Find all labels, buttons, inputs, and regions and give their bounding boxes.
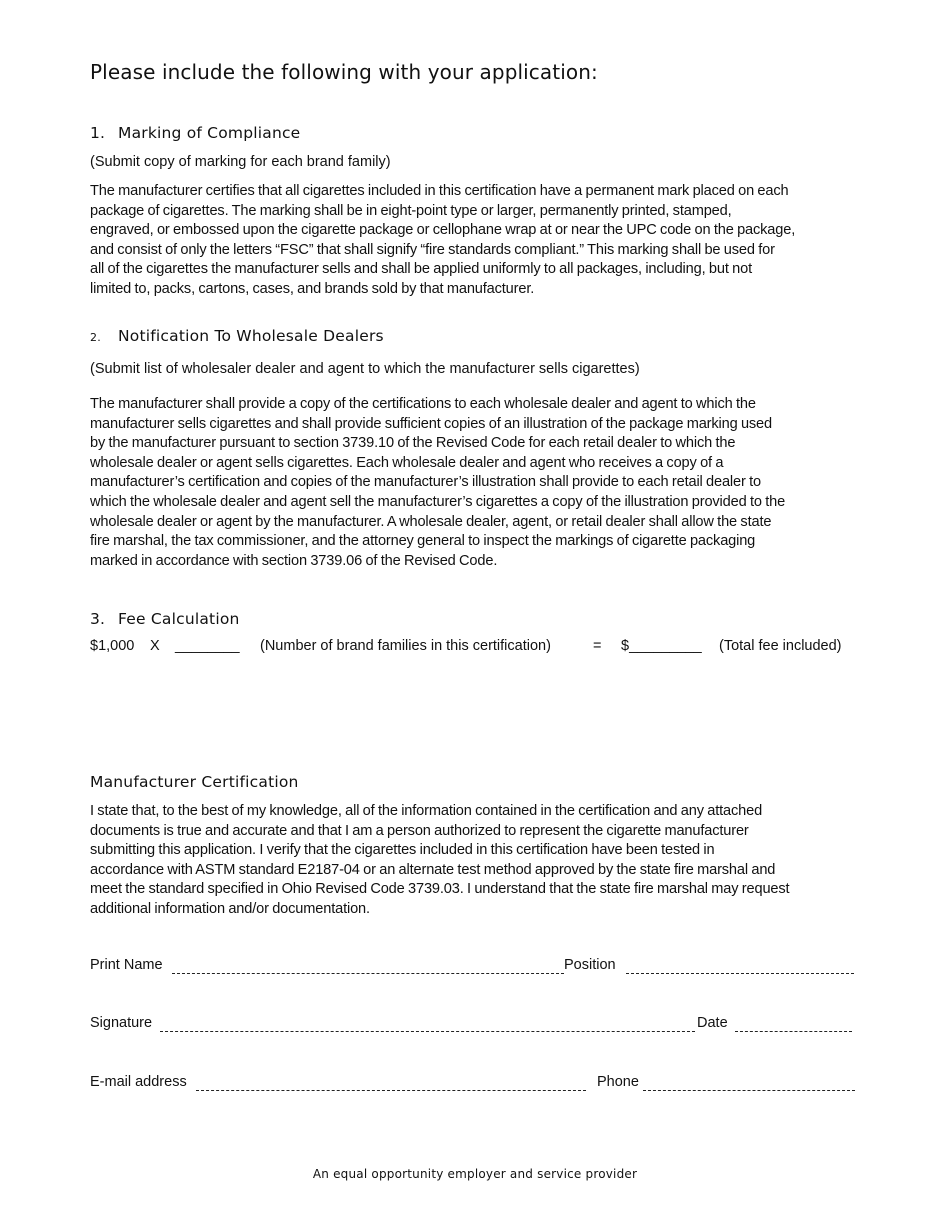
total-fee-blank[interactable]: $_________: [621, 638, 702, 654]
section-1-heading: [90, 124, 300, 142]
signature-field[interactable]: [160, 1031, 695, 1032]
paragraph-line: meet the standard specified in Ohio Revised Code 3739.03. I understand that the state fire marshal may request: [90, 881, 790, 898]
section-2-note: (Submit list of wholesaler dealer and agent to which the manufacturer sells cigarettes): [90, 361, 640, 377]
fee-amount: $1,000: [90, 638, 135, 654]
section-1-number: 1.: [90, 124, 106, 142]
phone-field[interactable]: [643, 1090, 855, 1091]
page-title: Please include the following with your application:: [90, 60, 598, 84]
paragraph-line: marked in accordance with section 3739.06 of the Revised Code.: [90, 552, 498, 569]
multiply-sign: X: [150, 638, 160, 654]
position-field[interactable]: [626, 973, 854, 974]
paragraph-line: additional information and/or documentation.: [90, 900, 370, 917]
section-2-title: Notification To Wholesale Dealers: [118, 327, 384, 345]
paragraph-line: by the manufacturer pursuant to section 3739.10 of the Revised Code for each retail dealer to which the: [90, 435, 736, 452]
paragraph-line: which the wholesale dealer and agent sell the manufacturer’s cigarettes a copy of the illustration provided to the: [90, 493, 786, 510]
email-phone-row: [90, 1074, 870, 1096]
brand-families-label: (Number of brand families in this certification): [260, 638, 551, 654]
email-field[interactable]: [196, 1090, 586, 1091]
paragraph-line: wholesale dealer or agent by the manufacturer. A wholesale dealer, agent, or retail dealer shall allow the state: [90, 513, 772, 530]
paragraph-line: and consist of only the letters “FSC” that shall signify “fire standards compliant.” This marking shall be used for: [90, 241, 775, 258]
paragraph-line: package of cigarettes. The marking shall be in eight-point type or larger, permanently printed, stamped,: [90, 202, 732, 219]
paragraph-line: I state that, to the best of my knowledge, all of the information contained in the certification and any attached: [90, 803, 763, 819]
signature-date-row: [90, 1015, 870, 1037]
date-field[interactable]: [735, 1031, 852, 1032]
section-3-number: 3.: [90, 610, 106, 628]
footer-text: An equal opportunity employer and service provider: [312, 1167, 638, 1181]
paragraph-line: fire marshal, the tax commissioner, and the attorney general to inspect the markings of cigarette packaging: [90, 533, 756, 550]
name-position-row: [90, 957, 870, 979]
print-name-field[interactable]: [172, 973, 564, 974]
brand-count-blank[interactable]: ________: [175, 638, 240, 654]
phone-label: Phone: [597, 1074, 639, 1090]
paragraph-line: submitting this application. I verify that the cigarettes included in this certification have been tested in: [90, 842, 715, 859]
paragraph-line: manufacturer’s certification and copies of the manufacturer’s illustration shall provide to each retail dealer to: [90, 474, 761, 491]
section-1-note: (Submit copy of marking for each brand family): [90, 154, 391, 170]
paragraph-line: documents is true and accurate and that I am a person authorized to represent the cigarette manufacturer: [90, 822, 749, 839]
date-label: Date: [697, 1015, 728, 1031]
email-label: E-mail address: [90, 1074, 187, 1090]
signature-label: Signature: [90, 1015, 153, 1031]
certification-heading: Manufacturer Certification: [90, 773, 299, 791]
equals-sign: =: [593, 638, 602, 654]
position-label: Position: [564, 957, 616, 973]
paragraph-line: all of the cigarettes the manufacturer sells and shall be applied uniformly to all packages, including, but not: [90, 261, 752, 278]
section-3-heading: [90, 610, 240, 628]
paragraph-line: accordance with ASTM standard E2187-04 or an alternate test method approved by the state fire marshal and: [90, 861, 776, 878]
paragraph-line: wholesale dealer or agent sells cigarettes. Each wholesale dealer and agent who receives a copy of a: [90, 454, 724, 471]
section-2-number: 2.: [90, 331, 101, 344]
certification-paragraph: [90, 802, 870, 920]
paragraph-line: The manufacturer shall provide a copy of the certifications to each wholesale dealer and agent to which the: [90, 396, 756, 412]
total-fee-label: (Total fee included): [719, 638, 842, 654]
paragraph-line: manufacturer sells cigarettes and shall provide sufficient copies of an illustration of the package marking used: [90, 415, 772, 432]
paragraph-line: The manufacturer certifies that all cigarettes included in this certification have a permanent mark placed on each: [90, 183, 789, 199]
paragraph-line: engraved, or embossed upon the cigarette package or cellophane wrap at or near the UPC code on the package,: [90, 222, 796, 239]
section-2-paragraph: [90, 395, 870, 571]
section-3-title: Fee Calculation: [118, 610, 240, 628]
print-name-label: Print Name: [90, 957, 163, 973]
paragraph-line: limited to, packs, cartons, cases, and brands sold by that manufacturer.: [90, 280, 535, 297]
section-1-title: Marking of Compliance: [118, 124, 301, 142]
section-2-heading: [90, 327, 384, 345]
section-1-paragraph: [90, 182, 870, 300]
